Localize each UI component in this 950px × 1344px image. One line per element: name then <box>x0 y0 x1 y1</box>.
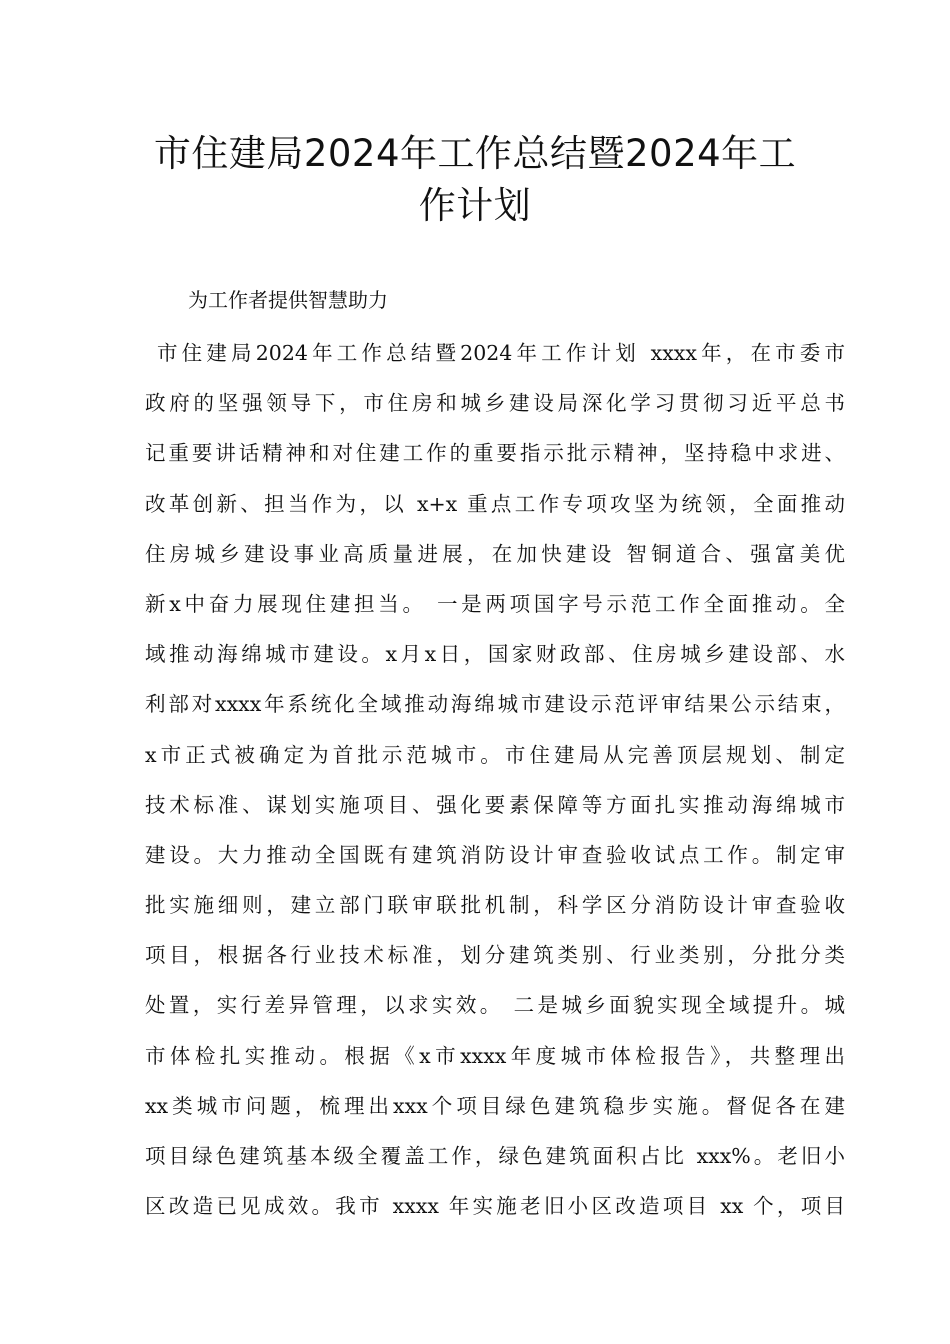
body-line: 域推动海绵城市建设。x月x日，国家财政部、住房城乡建设部、水 <box>145 642 845 667</box>
body-line: 项目绿色建筑基本级全覆盖工作，绿色建筑面积占比 xxx%。老旧小 <box>145 1144 845 1168</box>
title-line-2: 作计划 <box>418 184 532 227</box>
body-line: 批实施细则，建立部门联审联批机制，科学区分消防设计审查验收 <box>145 893 845 918</box>
body-line: 市体检扎实推动。根据《x市xxxx年度城市体检报告》，共整理出 <box>145 1043 845 1068</box>
body-line: 区改造已见成效。我市 xxxx 年实施老旧小区改造项目 xx 个，项目 <box>145 1194 845 1219</box>
title-line-1: 市住建局2024年工作总结暨2024年工 <box>153 132 797 175</box>
body-line: x市正式被确定为首批示范城市。市住建局从完善顶层规划、制定 <box>145 742 845 767</box>
body-line: xx类城市问题，梳理出xxx个项目绿色建筑稳步实施。督促各在建 <box>145 1093 845 1118</box>
body-line: 住房城乡建设事业高质量进展，在加快建设 智铜道合、强富美优 <box>145 541 845 566</box>
body-line: 项目，根据各行业技术标准，划分建筑类别、行业类别，分批分类 <box>145 943 845 968</box>
body-line: 技术标准、谋划实施项目、强化要素保障等方面扎实推动海绵城市 <box>145 792 845 817</box>
body-text <box>145 336 845 1239</box>
body-line: 市住建局2024年工作总结暨2024年工作计划 xxxx年，在市委市 <box>157 341 845 365</box>
body-line: 建设。大力推动全国既有建筑消防设计审查验收试点工作。制定审 <box>145 842 845 867</box>
body-line: 政府的坚强领导下，市住房和城乡建设局深化学习贯彻习近平总书 <box>145 391 845 416</box>
slogan: 为工作者提供智慧助力 <box>188 288 388 312</box>
body-line: 改革创新、担当作为，以 x+x 重点工作专项攻坚为统领，全面推动 <box>145 491 845 516</box>
body-line: 新x中奋力展现住建担当。 一是两项国字号示范工作全面推动。全 <box>145 591 845 616</box>
body-line: 处置，实行差异管理，以求实效。 二是城乡面貌实现全域提升。城 <box>145 993 845 1018</box>
body-line: 记重要讲话精神和对住建工作的重要指示批示精神，坚持稳中求进、 <box>145 441 845 466</box>
document-title <box>130 128 820 232</box>
body-line: 利部对xxxx年系统化全域推动海绵城市建设示范评审结果公示结束， <box>145 692 845 717</box>
